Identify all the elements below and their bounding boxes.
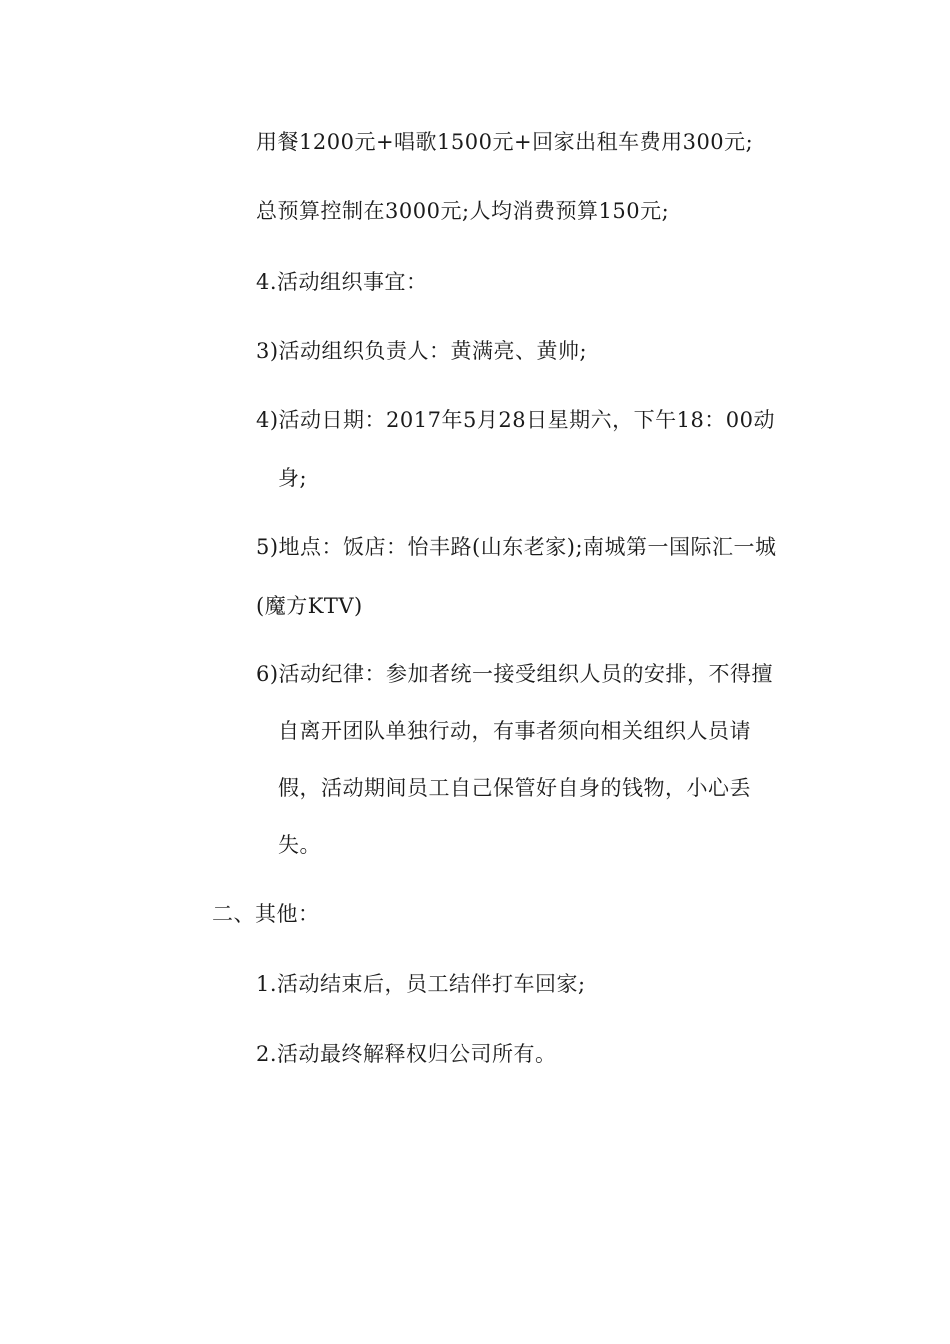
other-item-2: 2.活动最终解释权归公司所有。	[256, 1042, 557, 1066]
organizer-line: 3)活动组织负责人：黄满亮、黄帅;	[256, 339, 588, 363]
discipline-line: 6)活动纪律：参加者统一接受组织人员的安排，不得擅	[256, 662, 774, 686]
section-heading-other: 二、其他：	[212, 902, 320, 926]
discipline-line-4: 失。	[278, 833, 321, 857]
section-heading-organization: 4.活动组织事宜：	[256, 270, 428, 294]
total-budget-line: 总预算控制在3000元;人均消费预算150元;	[256, 199, 670, 223]
budget-breakdown-line: 用餐1200元+唱歌1500元+回家出租车费用300元;	[256, 130, 754, 154]
discipline-line-2: 自离开团队单独行动，有事者须向相关组织人员请	[278, 719, 751, 743]
location-continued: (魔方KTV)	[256, 594, 363, 618]
activity-date-continued: 身;	[278, 466, 308, 490]
activity-date-line: 4)活动日期：2017年5月28日星期六，下午18：00动	[256, 408, 776, 432]
other-item-1: 1.活动结束后，员工结伴打车回家;	[256, 972, 586, 996]
discipline-line-3: 假，活动期间员工自己保管好自身的钱物，小心丢	[278, 776, 751, 800]
location-line: 5)地点：饭店：怡丰路(山东老家);南城第一国际汇一城	[256, 535, 777, 559]
